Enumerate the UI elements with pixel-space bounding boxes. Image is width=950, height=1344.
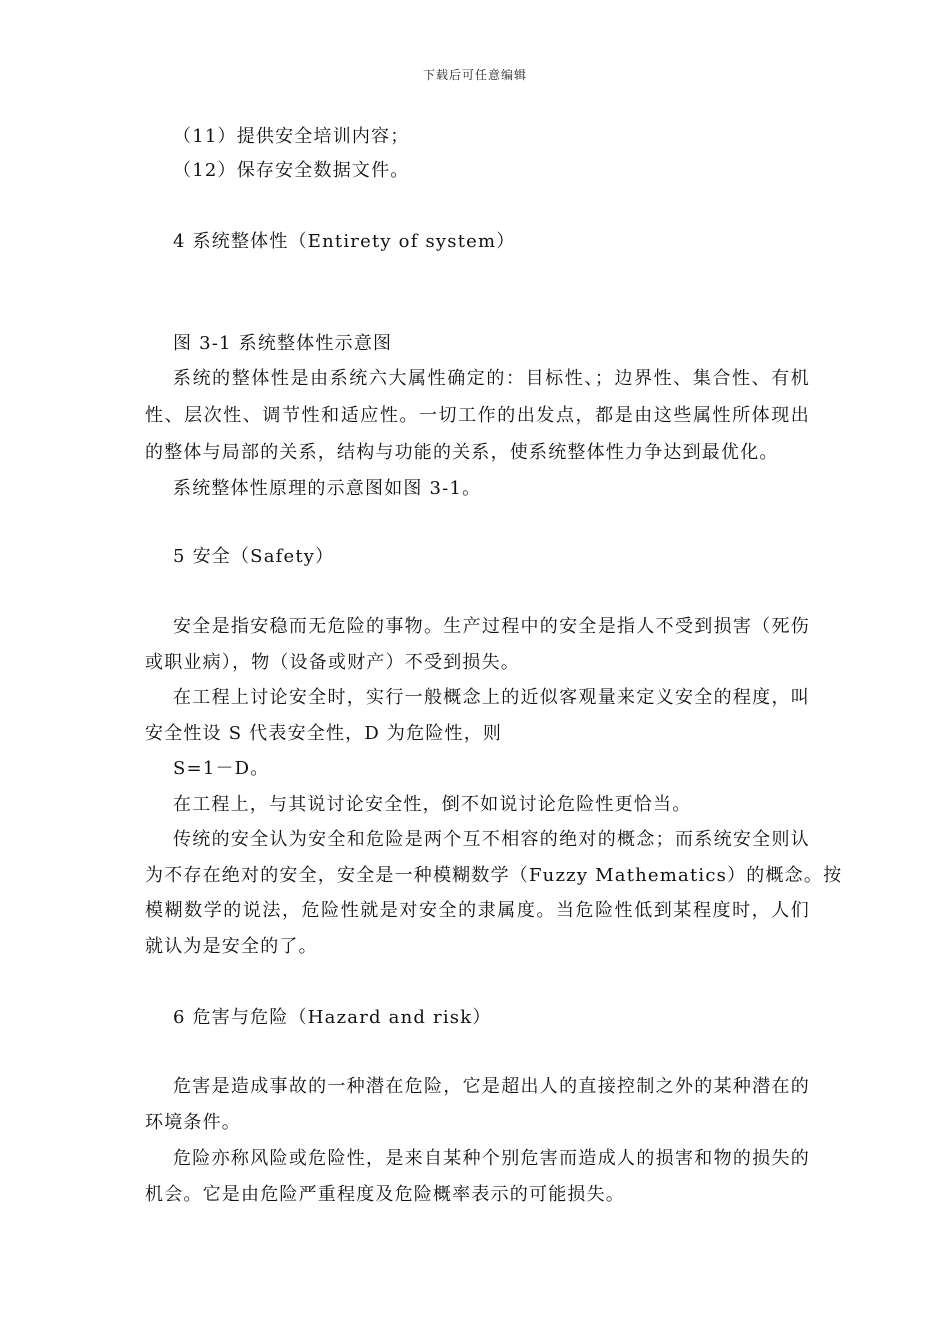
paragraph-line: 机会。它是由危险严重程度及危险概率表示的可能损失。: [145, 1184, 625, 1205]
list-item: （12）保存安全数据文件。: [173, 160, 410, 181]
paragraph-line: 系统整体性原理的示意图如图 3-1。: [173, 478, 482, 499]
paragraph-line: 环境条件。: [145, 1112, 241, 1133]
section-heading: 6 危害与危险（Hazard and risk）: [173, 1007, 492, 1028]
page-header: 下载后可任意编辑: [422, 68, 527, 82]
paragraph-line: 危害是造成事故的一种潜在危险，它是超出人的直接控制之外的某种潜在的: [173, 1076, 810, 1097]
paragraph-line: 安全性设 S 代表安全性，D 为危险性，则: [145, 723, 503, 744]
formula: S=1－D。: [173, 758, 270, 779]
paragraph-line: 危险亦称风险或危险性，是来自某种个别危害而造成人的损害和物的损失的: [173, 1148, 810, 1169]
paragraph-line: 安全是指安稳而无危险的事物。生产过程中的安全是指人不受到损害（死伤: [173, 616, 810, 637]
paragraph-line: 在工程上讨论安全时，实行一般概念上的近似客观量来定义安全的程度，叫: [173, 687, 810, 708]
figure-caption: 图 3-1 系统整体性示意图: [173, 333, 393, 354]
paragraph-line: 性、层次性、调节性和适应性。一切工作的出发点，都是由这些属性所体现出: [145, 405, 810, 426]
paragraph-line: 在工程上，与其说讨论安全性，倒不如说讨论危险性更恰当。: [173, 794, 692, 815]
section-heading: 4 系统整体性（Entirety of system）: [173, 231, 516, 252]
paragraph-line: 模糊数学的说法，危险性就是对安全的隶属度。当危险性低到某程度时，人们: [145, 900, 810, 921]
paragraph-line: 系统的整体性是由系统六大属性确定的：目标性、；边界性、集合性、有机: [173, 368, 810, 389]
list-item: （11）提供安全培训内容；: [173, 126, 410, 147]
paragraph-line: 就认为是安全的了。: [145, 936, 318, 957]
paragraph-line: 传统的安全认为安全和危险是两个互不相容的绝对的概念；而系统安全则认: [173, 829, 810, 850]
paragraph-line: 为不存在绝对的安全，安全是一种模糊数学（Fuzzy Mathematics）的概念。按: [145, 865, 843, 886]
paragraph-line: 或职业病），物（设备或财产）不受到损失。: [145, 652, 520, 673]
section-heading: 5 安全（Safety）: [173, 546, 335, 567]
paragraph-line: 的整体与局部的关系，结构与功能的关系，使系统整体性力争达到最优化。: [145, 442, 779, 463]
